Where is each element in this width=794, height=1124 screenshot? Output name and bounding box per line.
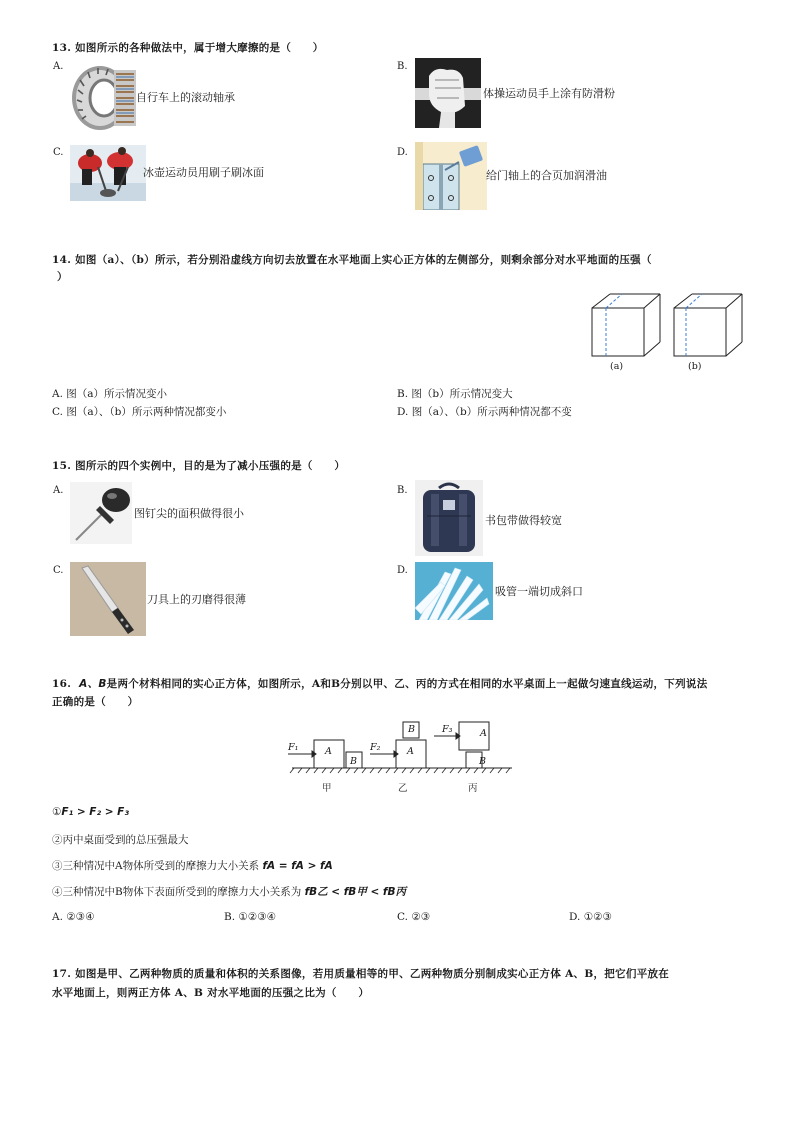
q16-statement-3: [52, 858, 333, 873]
q16-statement-1-prefix: ①: [52, 806, 62, 818]
q16-ab-label: A、B: [79, 678, 107, 690]
q13-option-d-letter: D.: [397, 147, 408, 158]
q13-option-c-caption: 冰壶运动员用刷子刷冰面: [143, 166, 264, 179]
q15-knife-image: [70, 562, 146, 636]
q15-stem: 15. 图所示的四个实例中，目的是为了减小压强的是（ ）: [52, 460, 346, 472]
q16-case-yi: 乙: [398, 783, 408, 794]
q13-curling-image: [70, 145, 146, 201]
q17-stem-line2: 水平地面上，则两正方体 A、B 对水平地面的压强之比为（ ）: [52, 987, 370, 999]
q16-block-b-2: B: [408, 724, 415, 735]
q16-block-a-2: A: [407, 746, 414, 757]
q14-option-c: C. 图（a）、（b）所示两种情况都变小: [52, 406, 227, 418]
q16-statement-4-math: fB乙 < fB甲 < fB丙: [304, 886, 406, 898]
q16-case-jia: 甲: [322, 783, 332, 794]
q16-number: 16.: [52, 678, 72, 690]
q16-force-f2: F₂: [370, 742, 381, 753]
q16-block-b-1: B: [350, 756, 357, 767]
q16-statement-1-math: F₁ > F₂ > F₃: [61, 806, 129, 818]
q16-block-a-3: A: [480, 728, 487, 739]
q16-statement-4-prefix: ④: [52, 886, 63, 898]
q14-fig-label-b: (b): [688, 361, 702, 372]
q14-stem-line1: 14. 如图（a）、（b）所示，若分别沿虚线方向切去放置在水平地面上实心正方体的左侧部分，则剩余部分对水平地面的压强（: [52, 254, 652, 266]
q16-statement-1: [52, 806, 129, 818]
q13-stem: 13. 如图所示的各种做法中，属于增大摩擦的是（ ）: [52, 42, 324, 54]
q16-block-a-1: A: [325, 746, 332, 757]
q16-stem-line2: 正确的是（ ）: [52, 696, 139, 708]
q13-bearing-image: [70, 60, 138, 132]
q15-option-c-caption: 刀具上的刃磨得很薄: [147, 593, 246, 606]
q13-option-b-caption: 体操运动员手上涂有防滑粉: [483, 87, 615, 100]
q14-option-a: A. 图（a）所示情况变小: [52, 388, 168, 400]
q15-option-a-letter: A.: [53, 485, 64, 496]
q16-option-a: A. ②③④: [52, 911, 95, 923]
q15-option-a-caption: 图钉尖的面积做得很小: [134, 507, 244, 520]
q15-option-d-caption: 吸管一端切成斜口: [495, 585, 583, 598]
q16-stem-text: 是两个材料相同的实心正方体，如图所示，A和B分别以甲、乙、丙的方式在相同的水平桌面上一起做匀速直线运动，下列说法: [106, 678, 708, 690]
q13-gymnast-hand-image: [415, 58, 481, 128]
q16-option-b: B. ①②③④: [224, 911, 277, 923]
q16-option-d: D. ①②③: [569, 911, 612, 923]
q15-option-c-letter: C.: [53, 565, 64, 576]
q16-statement-4-text: 三种情况中B物体下表面所受到的摩擦力大小关系为: [62, 886, 302, 898]
q15-thumbtack-image: [70, 482, 132, 544]
q16-statement-3-text: 三种情况中A物体所受到的摩擦力大小关系: [62, 860, 260, 872]
q17-stem-line1: 17. 如图是甲、乙两种物质的质量和体积的关系图像，若用质量相等的甲、乙两种物质分别制成实心正方体 A、B，把它们平放在: [52, 968, 670, 980]
q16-statement-4: [52, 884, 406, 899]
q15-straws-image: [415, 562, 493, 620]
q14-fig-label-a: (a): [610, 361, 624, 372]
q15-backpack-image: [415, 480, 483, 556]
q16-statement-3-math: fA = fA > fA: [262, 860, 333, 872]
q16-statement-2-prefix: ②: [52, 834, 63, 846]
q15-option-b-letter: B.: [397, 485, 408, 496]
q16-stem-line1: [52, 676, 708, 691]
q13-option-a-letter: A.: [53, 61, 64, 72]
q14-option-b: B. 图（b）所示情况变大: [397, 388, 513, 400]
q15-option-b-caption: 书包带做得较宽: [485, 514, 562, 527]
q16-force-f1: F₁: [288, 742, 299, 753]
q16-statement-2: [52, 832, 189, 847]
q15-option-d-letter: D.: [397, 565, 408, 576]
q16-statement-3-prefix: ③: [52, 860, 63, 872]
q16-option-c: C. ②③: [397, 911, 431, 923]
q13-option-a-caption: 自行车上的滚动轴承: [136, 91, 235, 104]
q13-option-d-caption: 给门轴上的合页加润滑油: [486, 169, 607, 182]
q16-statement-2-text: 丙中桌面受到的总压强最大: [62, 834, 189, 846]
q14-stem-line2: ）: [57, 271, 68, 283]
q16-force-f3: F₃: [442, 724, 453, 735]
q16-block-b-3: B: [479, 756, 486, 767]
q13-hinge-oil-image: [415, 142, 487, 210]
q14-option-d: D. 图（a）、（b）所示两种情况都不变: [397, 406, 572, 418]
q13-option-b-letter: B.: [397, 61, 408, 72]
q16-case-bing: 丙: [468, 783, 478, 794]
q13-option-c-letter: C.: [53, 147, 64, 158]
